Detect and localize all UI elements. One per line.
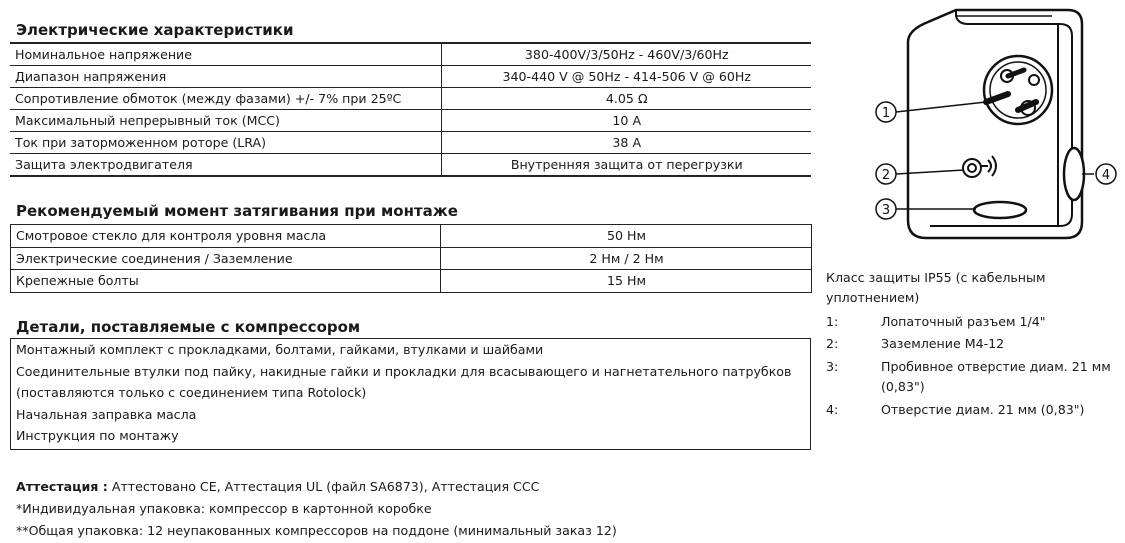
certification-text: Аттестовано CE, Аттестация UL (файл SA6873), Аттестация CCC	[107, 479, 540, 494]
list-item: (поставляются только с соединением типа Rotolock)	[16, 384, 367, 400]
legend-num: 3:	[826, 359, 839, 374]
list-item: Монтажный комплект с прокладками, болтами, гайками, втулками и шайбами	[16, 342, 544, 357]
ground-screw-icon	[963, 156, 996, 177]
callout-3: 3	[881, 203, 891, 218]
table-row	[11, 270, 812, 293]
knock-out-hole-icon	[974, 202, 1026, 218]
legend-item-4	[826, 400, 1116, 420]
packaging-single: *Индивидуальная упаковка: компрессор в картонной коробке	[16, 501, 432, 516]
table-row	[10, 43, 811, 66]
certification-line	[16, 479, 539, 494]
spec-label: Защита электродвигателя	[10, 154, 441, 177]
torque-table	[10, 224, 812, 293]
terminal-box-housing	[908, 10, 1082, 238]
details-title: Детали, поставляемые с компрессором	[16, 318, 361, 336]
list-item: Начальная заправка масла	[16, 406, 197, 422]
legend-item-1	[826, 312, 1116, 332]
spec-label: Сопротивление обмоток (между фазами) +/- 7% при 25ºC	[10, 88, 441, 110]
torque-value: 15 Нм	[441, 270, 812, 293]
torque-label: Крепежные болты	[11, 270, 441, 293]
torque-label: Электрические соединения / Заземление	[11, 247, 441, 270]
spec-value: 38 A	[441, 132, 811, 154]
details-box	[10, 338, 811, 450]
certification-label: Аттестация :	[16, 479, 108, 494]
terminal-box-diagram	[868, 2, 1122, 244]
torque-value: 2 Нм / 2 Нм	[441, 247, 812, 270]
callout-4: 4	[1101, 168, 1111, 183]
legend-item-2	[826, 334, 1116, 354]
table-row	[11, 225, 812, 248]
spec-value: 10 A	[441, 110, 811, 132]
legend-text: Заземление M4-12	[881, 336, 1005, 351]
legend-num: 2:	[826, 336, 839, 351]
spec-value: 340-440 V @ 50Hz - 414-506 V @ 60Hz	[441, 66, 811, 88]
legend-text: Отверстие диам. 21 мм (0,83")	[881, 402, 1085, 417]
legend-item-3	[826, 357, 1116, 397]
legend-num: 4:	[826, 402, 839, 417]
spade-connector-icon	[984, 56, 1052, 124]
table-row	[10, 154, 811, 177]
legend-text: Лопаточный разъем 1/4"	[881, 314, 1046, 329]
torque-title: Рекомендуемый момент затягивания при монтаже	[16, 202, 458, 220]
electrical-table	[10, 42, 811, 177]
table-row	[10, 132, 811, 154]
spec-value: 4.05 Ω	[441, 88, 811, 110]
table-row	[11, 247, 812, 270]
spec-label: Номинальное напряжение	[10, 43, 441, 66]
electrical-title: Электрические характеристики	[16, 21, 294, 39]
callout-1: 1	[881, 106, 891, 121]
spec-label: Диапазон напряжения	[10, 66, 441, 88]
protection-line-1: Класс защиты IP55 (с кабельным	[826, 270, 1046, 285]
list-item: Соединительные втулки под пайку, накидные гайки и прокладки для всасывающего и нагнетательного патрубков	[16, 363, 792, 379]
torque-value: 50 Нм	[441, 225, 812, 248]
protection-class	[826, 268, 1045, 308]
legend-num: 1:	[826, 314, 839, 329]
table-row	[10, 88, 811, 110]
spec-label: Ток при заторможенном роторе (LRA)	[10, 132, 441, 154]
list-item: Инструкция по монтажу	[16, 428, 179, 443]
torque-label: Смотровое стекло для контроля уровня масла	[11, 225, 441, 248]
table-row	[10, 66, 811, 88]
packaging-bulk: **Общая упаковка: 12 неупакованных компрессоров на поддоне (минимальный заказ 12)	[16, 523, 617, 538]
spec-value: 380-400V/3/50Hz - 460V/3/60Hz	[441, 43, 811, 66]
side-hole-icon	[1064, 148, 1084, 200]
table-row	[10, 110, 811, 132]
callout-2: 2	[881, 168, 891, 183]
protection-line-2: уплотнением)	[826, 290, 920, 305]
spec-value: Внутренняя защита от перегрузки	[441, 154, 811, 177]
legend-text: Пробивное отверстие диам. 21 мм	[881, 359, 1111, 374]
spec-label: Максимальный непрерывный ток (MCC)	[10, 110, 441, 132]
legend-text-cont: (0,83")	[881, 379, 925, 394]
